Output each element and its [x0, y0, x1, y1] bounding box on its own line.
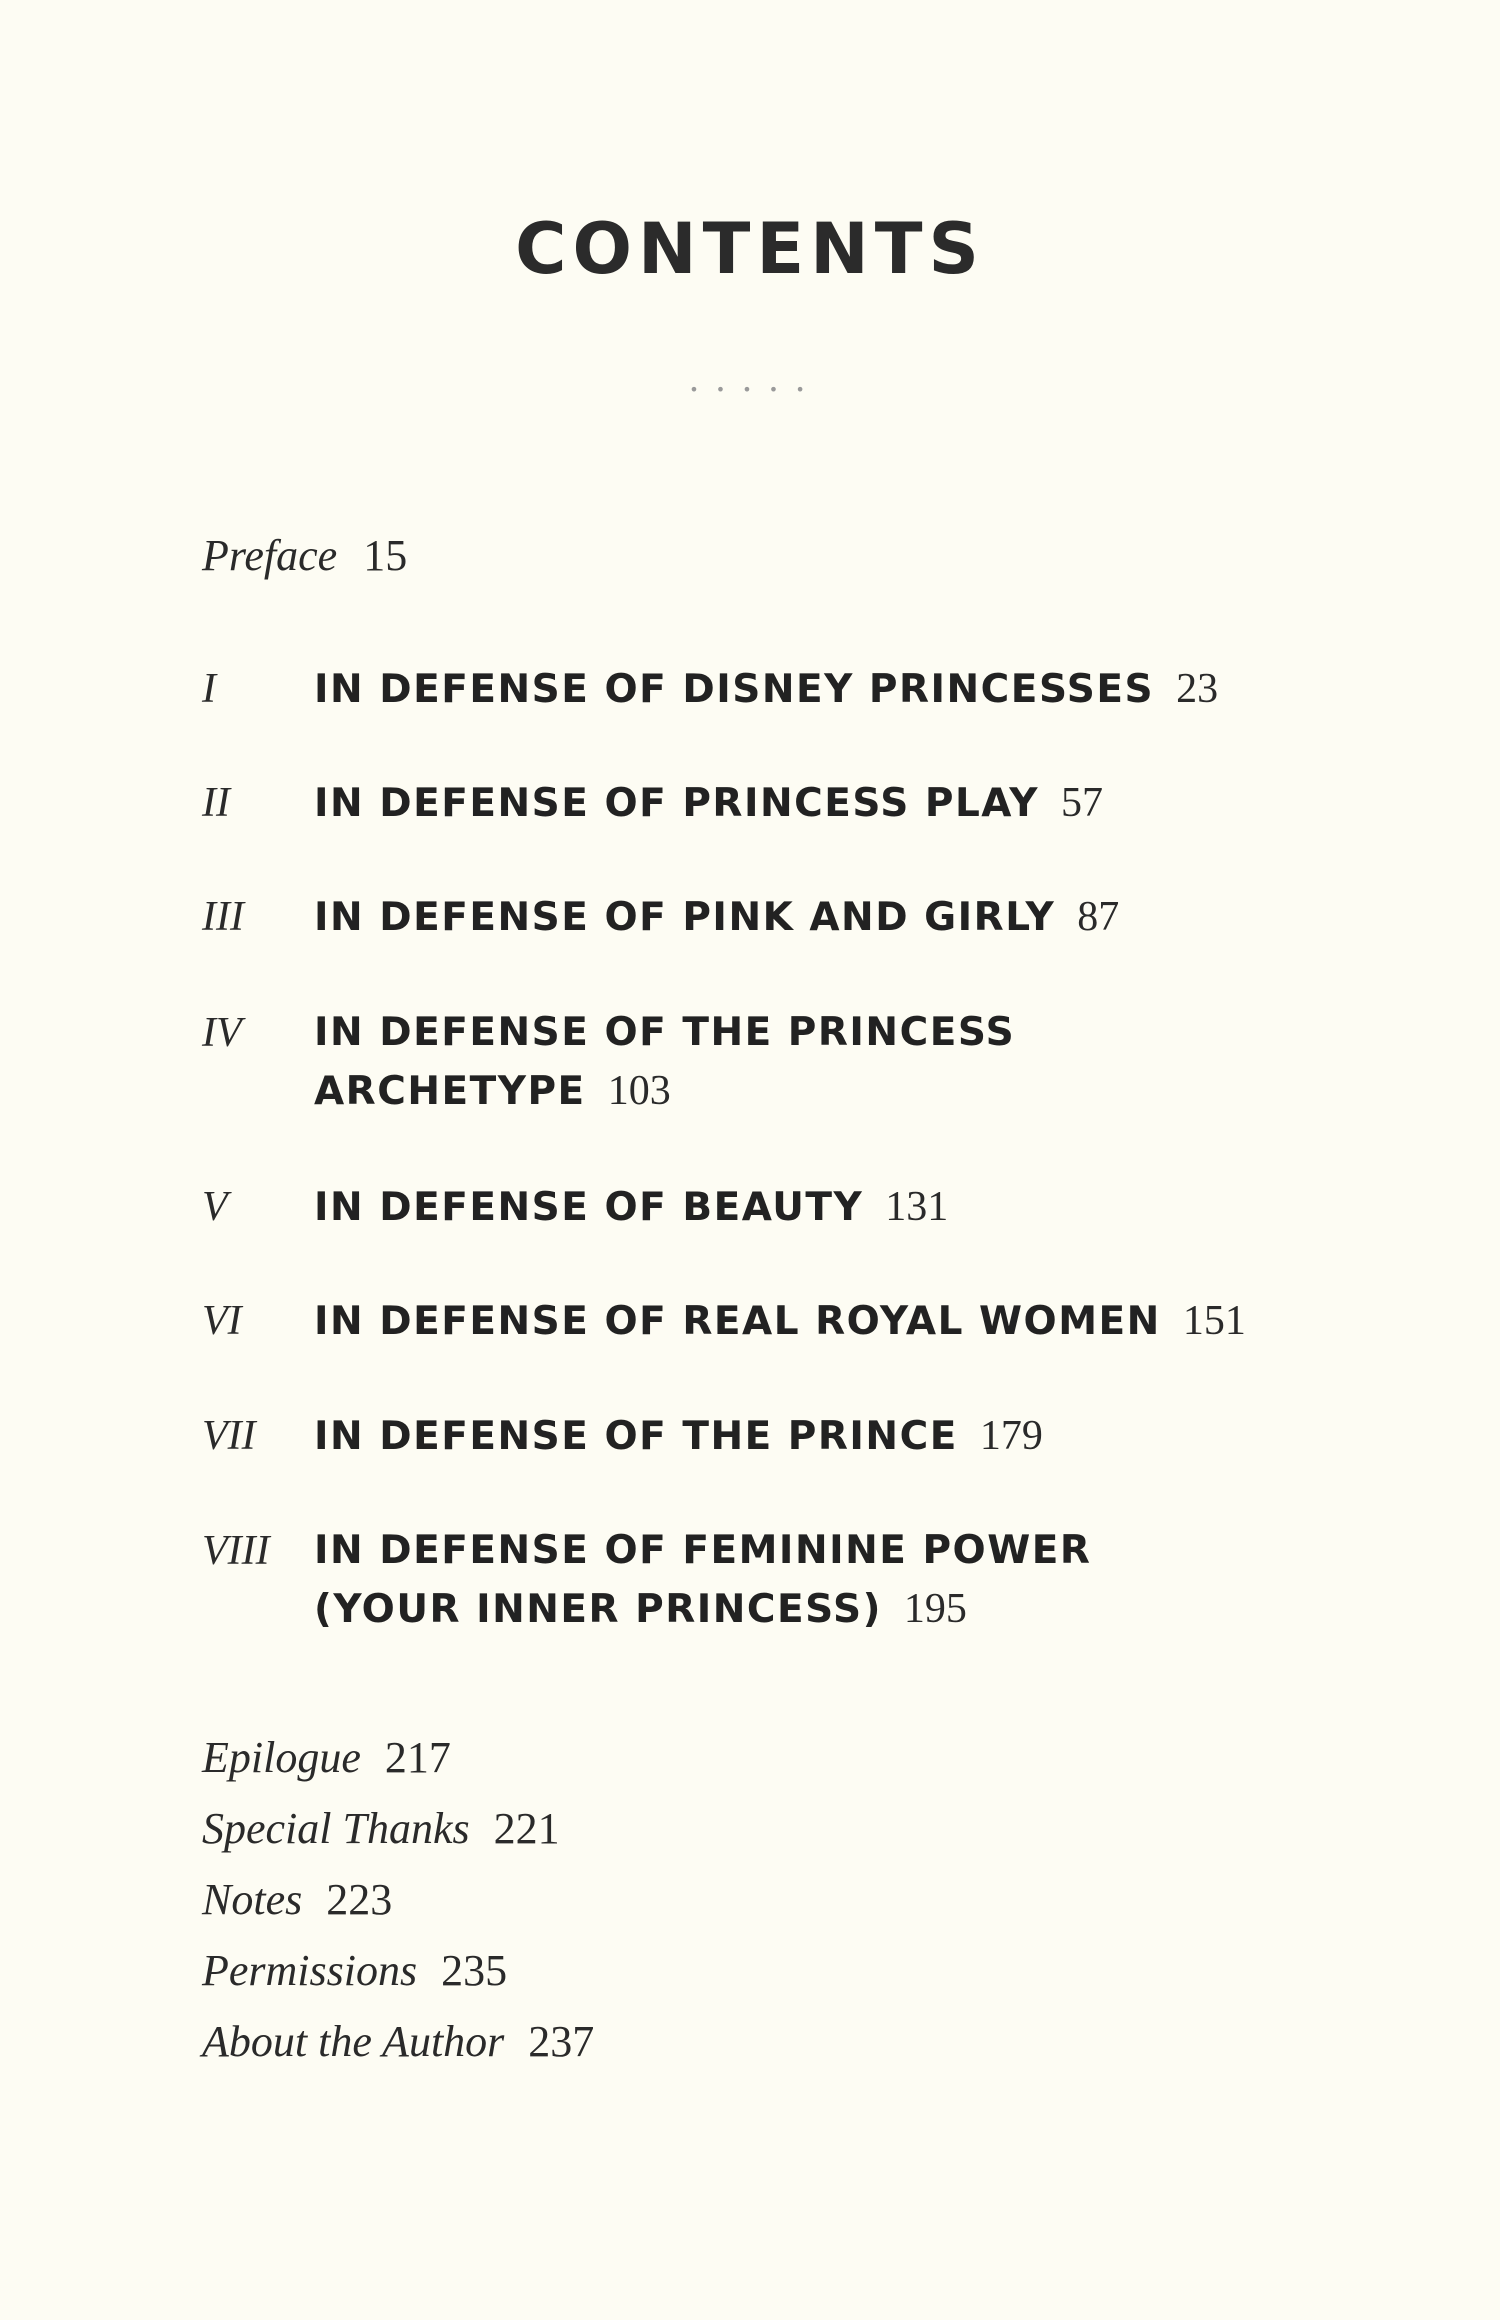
chapter-title: IN DEFENSE OF PINK AND GIRLY [314, 895, 1056, 940]
page-number: 195 [903, 1586, 967, 1632]
entry-label: Epilogue [202, 1733, 361, 1782]
page-number: 15 [363, 531, 408, 580]
page-number: 131 [885, 1184, 949, 1230]
chapter-title: IN DEFENSE OF THE PRINCESS [314, 1010, 1016, 1055]
chapter-title: IN DEFENSE OF REAL ROYAL WOMEN [314, 1299, 1161, 1344]
back-matter-entry[interactable] [202, 1935, 594, 2006]
entry-label: Permissions [202, 1946, 418, 1995]
chapter-numeral: IV [202, 1010, 242, 1056]
chapter-numeral: III [202, 894, 244, 940]
chapter-numeral: VIII [202, 1528, 270, 1574]
entry-label: Notes [202, 1875, 303, 1924]
back-matter-entry[interactable] [202, 1793, 594, 1864]
page-number: 179 [979, 1413, 1043, 1459]
entry-label: Special Thanks [202, 1804, 470, 1853]
front-matter-entry[interactable] [202, 526, 407, 586]
page-number: 237 [528, 2017, 595, 2066]
page-number: 87 [1077, 894, 1120, 940]
entry-label: About the Author [202, 2017, 505, 2066]
chapter-title: IN DEFENSE OF DISNEY PRINCESSES [314, 667, 1155, 712]
page-number: 103 [607, 1068, 671, 1114]
ornament-divider: • • • • • [689, 380, 811, 399]
page-number: 57 [1061, 780, 1103, 826]
page-number: 23 [1176, 666, 1219, 712]
page-title: CONTENTS [515, 208, 985, 290]
back-matter-list [202, 1722, 594, 2077]
chapter-title: IN DEFENSE OF THE PRINCE [314, 1414, 958, 1459]
back-matter-entry[interactable] [202, 2006, 594, 2077]
back-matter-entry[interactable] [202, 1722, 594, 1793]
entry-label: Preface [202, 531, 338, 580]
chapter-numeral: II [202, 780, 230, 826]
chapter-numeral: I [202, 666, 216, 712]
chapter-numeral: VI [202, 1298, 242, 1344]
chapter-title: IN DEFENSE OF PRINCESS PLAY [314, 781, 1039, 826]
chapter-numeral: VII [202, 1413, 256, 1459]
chapter-title: IN DEFENSE OF FEMININE POWER [314, 1528, 1092, 1573]
page-number: 217 [384, 1733, 451, 1782]
back-matter-entry[interactable] [202, 1864, 594, 1935]
page-number: 235 [441, 1946, 508, 1995]
page-number: 223 [326, 1875, 393, 1924]
page-number: 151 [1182, 1298, 1246, 1344]
chapter-title: IN DEFENSE OF BEAUTY [314, 1185, 864, 1230]
chapter-title-line2: (YOUR INNER PRINCESS) [314, 1587, 882, 1632]
chapter-title-line2: ARCHETYPE [314, 1069, 586, 1114]
page-number: 221 [493, 1804, 560, 1853]
chapter-numeral: V [202, 1184, 228, 1230]
